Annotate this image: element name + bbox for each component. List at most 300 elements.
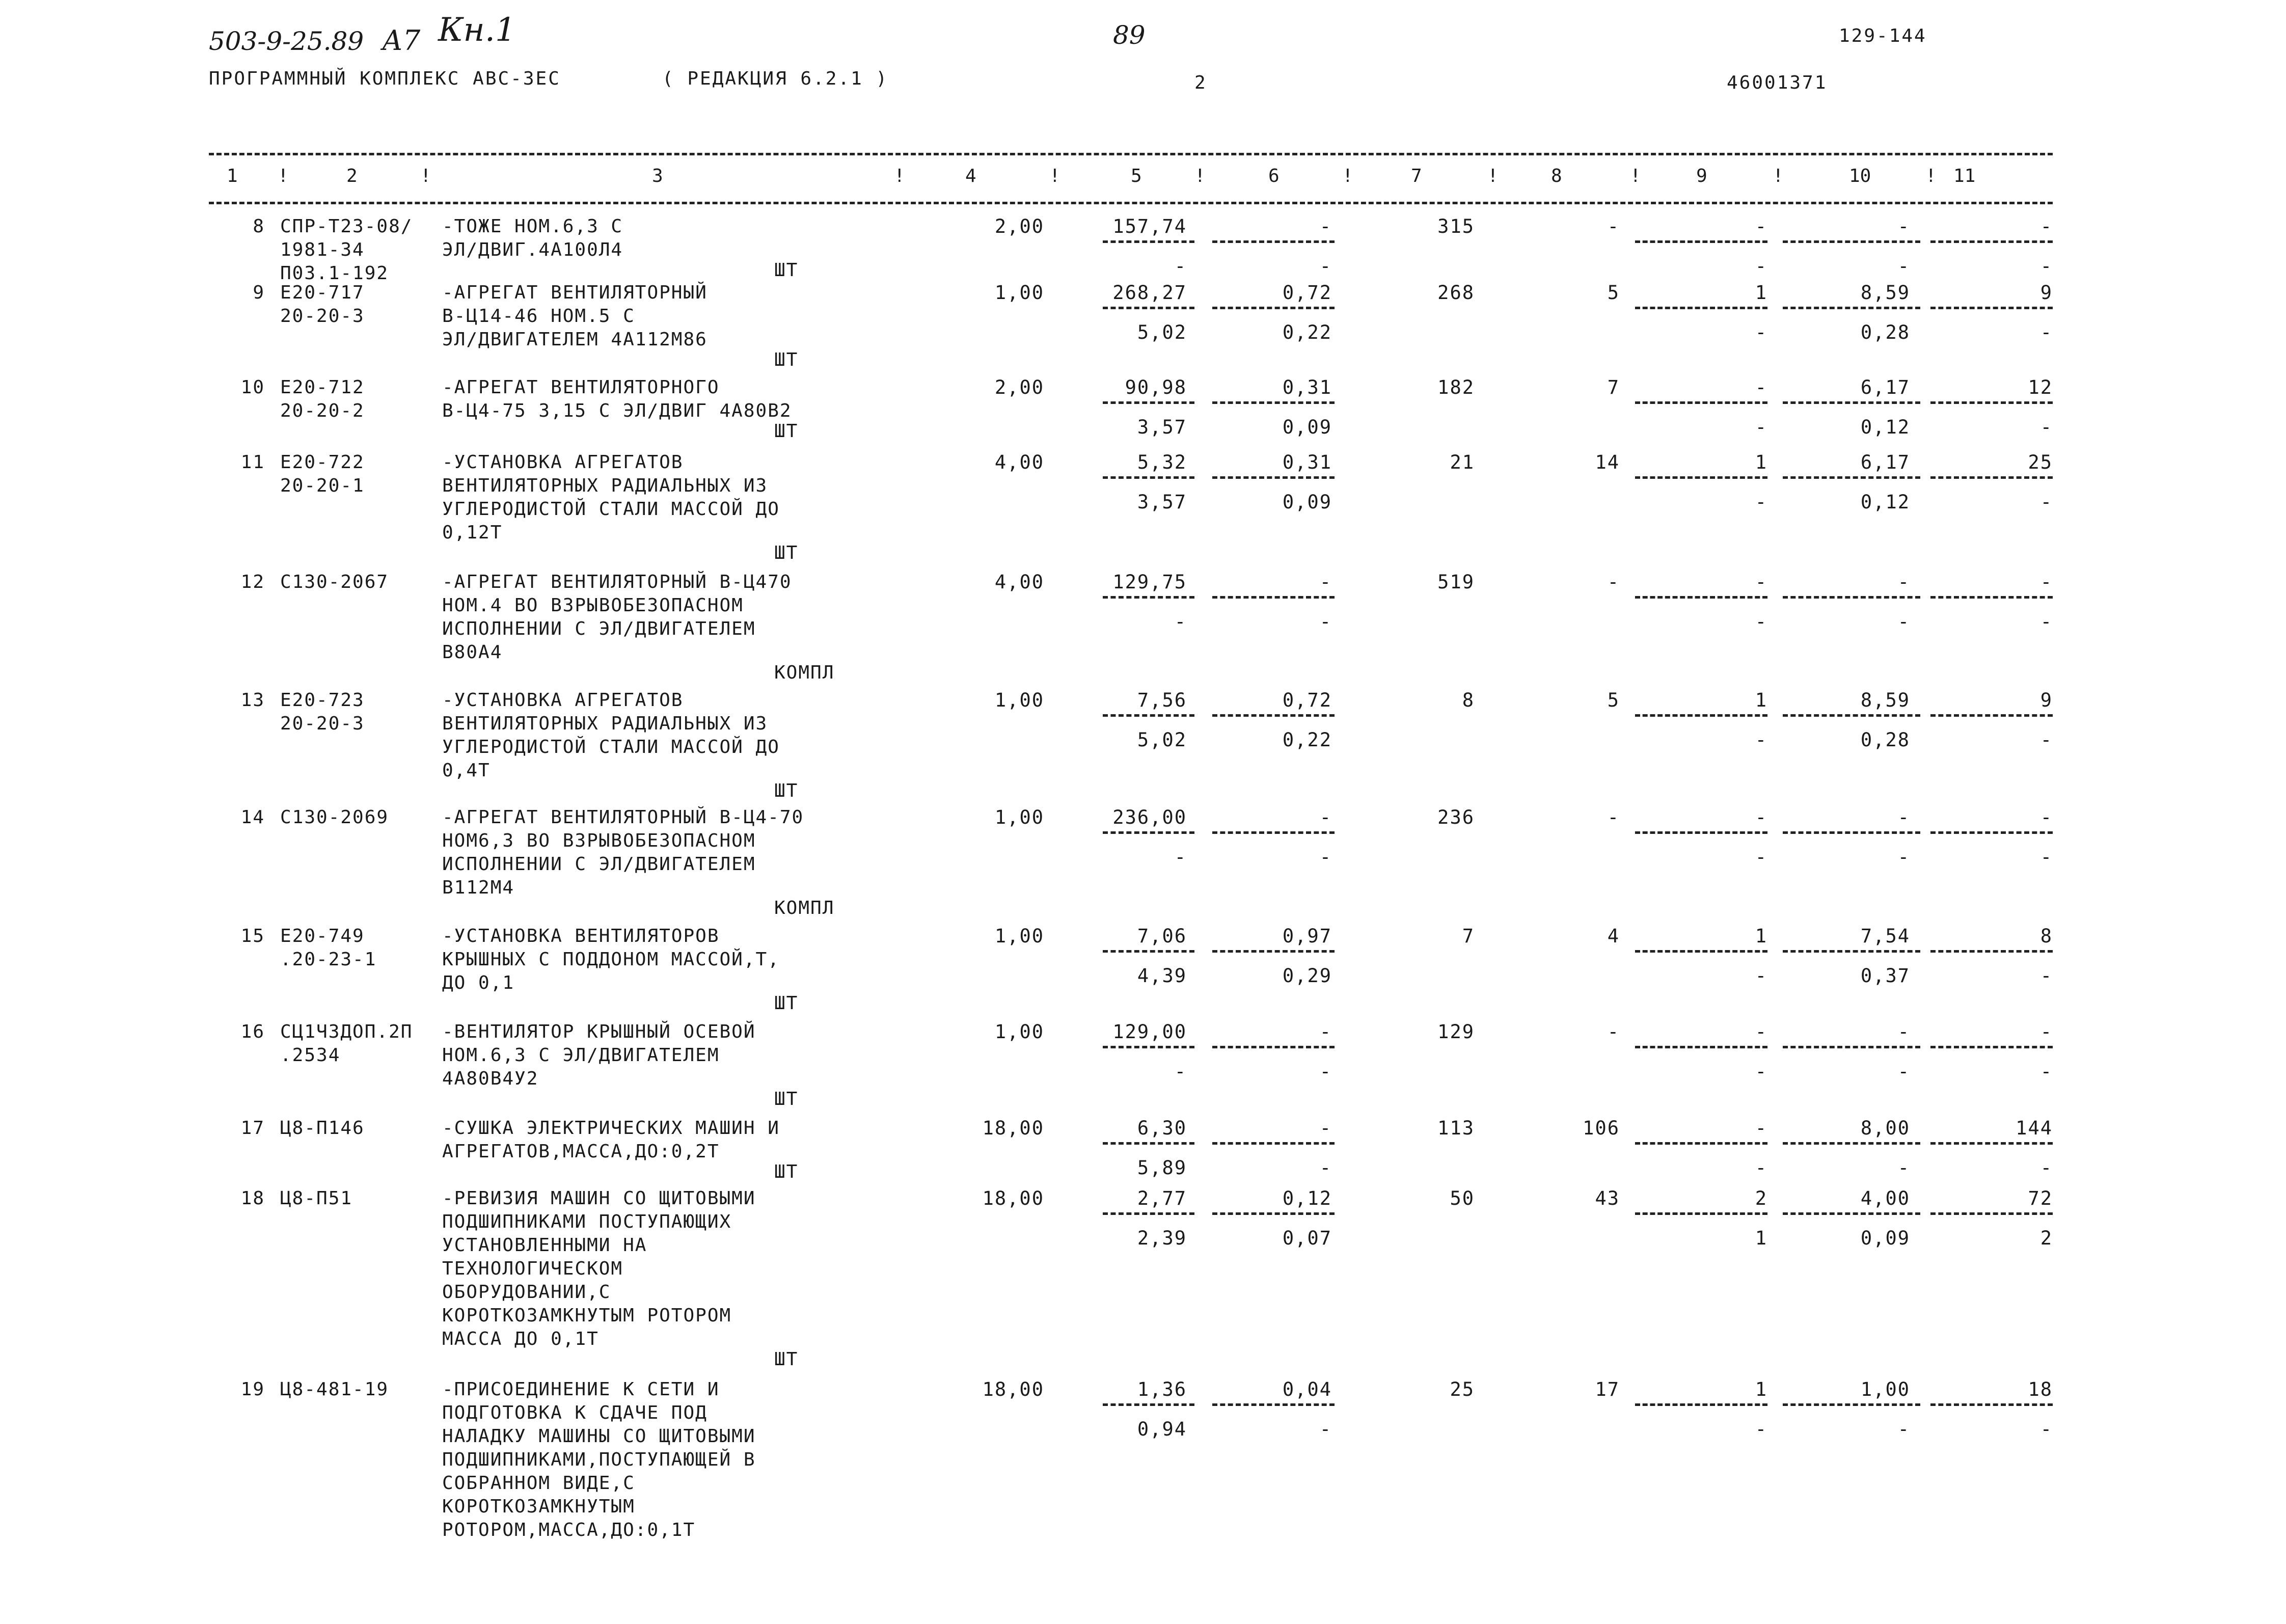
row-number: 17 <box>240 1118 265 1139</box>
c9-upper: - <box>1755 571 1767 593</box>
row-number: 19 <box>240 1379 265 1400</box>
fraction-rule <box>1930 714 2053 717</box>
col8-value: 5 <box>1607 282 1620 304</box>
fraction-rule <box>1635 476 1767 479</box>
row-code: Е20-723 <box>280 690 365 711</box>
row-description: УГЛЕРОДИСТОЙ СТАЛИ МАССОЙ ДО <box>442 499 780 520</box>
c6-lower: 0,07 <box>1282 1227 1332 1249</box>
col7-value: 268 <box>1437 282 1475 304</box>
col7-value: 7 <box>1462 925 1475 947</box>
col7-value: 519 <box>1437 571 1475 593</box>
fraction-rule <box>1930 240 2053 243</box>
row-description: АГРЕГАТОВ,МАССА,ДО:0,2Т <box>442 1141 720 1162</box>
sheet-number: 2 <box>1194 72 1207 93</box>
row-number: 8 <box>253 216 265 237</box>
row-description: МАССА ДО 0,1Т <box>442 1329 599 1349</box>
col8-value: 5 <box>1607 689 1620 711</box>
col8-value: 43 <box>1595 1187 1620 1209</box>
row-description: ТЕХНОЛОГИЧЕСКОМ <box>442 1258 623 1279</box>
c11-lower: - <box>2040 965 2053 987</box>
row-description: В80А4 <box>442 642 503 663</box>
row-description: -РЕВИЗИЯ МАШИН СО ЩИТОВЫМИ <box>442 1188 756 1209</box>
c6-lower: - <box>1319 1061 1332 1082</box>
row-description: КРЫШНЫХ С ПОДДОНОМ МАССОЙ,Т, <box>442 949 780 970</box>
row-description: 4А80В4У2 <box>442 1068 539 1089</box>
c5-lower: 3,57 <box>1137 416 1187 438</box>
c10-lower: 0,12 <box>1860 491 1910 513</box>
fraction-rule <box>1930 1142 2053 1145</box>
fraction-rule <box>1212 831 1335 834</box>
c9-upper: 1 <box>1755 689 1767 711</box>
row-code: СЦ1Ч3ДОП.2П <box>280 1021 413 1042</box>
row-description: ИСПОЛНЕНИИ С ЭЛ/ДВИГАТЕЛЕМ <box>442 618 756 639</box>
fraction-rule <box>1212 1212 1335 1215</box>
row-code: П03.1-192 <box>280 263 389 284</box>
row-unit: ШТ <box>774 543 799 563</box>
col7-value: 129 <box>1437 1021 1475 1043</box>
fraction-rule <box>1783 401 1920 404</box>
handwritten-code: 503-9-25.89 <box>209 26 364 56</box>
fraction-rule <box>1635 596 1767 599</box>
column-header: 1 <box>227 166 238 186</box>
fraction-rule <box>1930 1403 2053 1406</box>
col7-value: 315 <box>1437 215 1475 237</box>
row-description: -ПРИСОЕДИНЕНИЕ К СЕТИ И <box>442 1379 720 1400</box>
fraction-rule <box>1212 307 1335 309</box>
c5-lower: 4,39 <box>1137 965 1187 987</box>
column-separator: ! <box>894 166 905 186</box>
row-unit: ШТ <box>774 1089 799 1109</box>
column-header: 7 <box>1411 166 1422 186</box>
c6-upper: 0,04 <box>1282 1378 1332 1400</box>
c5-upper: 129,75 <box>1112 571 1187 593</box>
c9-lower: - <box>1755 611 1767 633</box>
col7-value: 236 <box>1437 806 1475 828</box>
fraction-rule <box>1783 831 1920 834</box>
fraction-rule <box>1930 401 2053 404</box>
c5-lower: 3,57 <box>1137 491 1187 513</box>
c9-lower: - <box>1755 729 1767 751</box>
c9-upper: - <box>1755 1117 1767 1139</box>
row-description: ИСПОЛНЕНИИ С ЭЛ/ДВИГАТЕЛЕМ <box>442 854 756 875</box>
c11-upper: - <box>2040 571 2053 593</box>
row-unit: ШТ <box>774 1161 799 1182</box>
c9-lower: - <box>1755 255 1767 277</box>
row-description: 0,12Т <box>442 522 503 543</box>
c9-lower: - <box>1755 1418 1767 1440</box>
c5-lower: 0,94 <box>1137 1418 1187 1440</box>
handwritten-a: А7 <box>382 24 421 57</box>
fraction-rule <box>1103 1046 1194 1048</box>
fraction-rule <box>1103 476 1194 479</box>
column-separator: ! <box>420 166 431 186</box>
col7-value: 113 <box>1437 1117 1475 1139</box>
fraction-rule <box>1212 1046 1335 1048</box>
c6-lower: - <box>1319 611 1332 633</box>
fraction-rule <box>1783 1403 1920 1406</box>
fraction-rule <box>1103 401 1194 404</box>
fraction-rule <box>1103 307 1194 309</box>
row-description: -АГРЕГАТ ВЕНТИЛЯТОРНЫЙ В-Ц4-70 <box>442 807 804 828</box>
fraction-rule <box>1212 950 1335 953</box>
row-code: С130-2069 <box>280 807 389 828</box>
column-separator: ! <box>1194 166 1206 186</box>
c11-upper: 25 <box>2028 451 2053 473</box>
c11-lower: - <box>2040 846 2053 868</box>
c9-lower: 1 <box>1755 1227 1767 1249</box>
fraction-rule <box>1103 596 1194 599</box>
fraction-rule <box>1783 1142 1920 1145</box>
column-header: 4 <box>965 166 976 186</box>
c10-upper: 8,00 <box>1860 1117 1910 1139</box>
fraction-rule <box>1930 596 2053 599</box>
row-number: 11 <box>240 452 265 473</box>
c11-upper: - <box>2040 1021 2053 1043</box>
c10-upper: - <box>1897 215 1910 237</box>
c11-lower: - <box>2040 255 2053 277</box>
fraction-rule <box>1103 1142 1194 1145</box>
row-description: -УСТАНОВКА АГРЕГАТОВ <box>442 690 684 711</box>
row-description: -АГРЕГАТ ВЕНТИЛЯТОРНЫЙ <box>442 282 707 303</box>
c9-upper: 2 <box>1755 1187 1767 1209</box>
row-number: 9 <box>253 282 265 303</box>
qty-value: 4,00 <box>994 451 1044 473</box>
row-unit: КОМПЛ <box>774 898 835 918</box>
fraction-rule <box>1930 307 2053 309</box>
col8-value: - <box>1607 215 1620 237</box>
fraction-rule <box>1635 1046 1767 1048</box>
c11-upper: 144 <box>2016 1117 2053 1139</box>
c6-lower: 0,29 <box>1282 965 1332 987</box>
row-description: ЭЛ/ДВИГАТЕЛЕМ 4А112М86 <box>442 329 707 350</box>
row-number: 12 <box>240 572 265 592</box>
c9-upper: - <box>1755 376 1767 398</box>
fraction-rule <box>1635 401 1767 404</box>
fraction-rule <box>1930 1212 2053 1215</box>
col8-value: - <box>1607 1021 1620 1043</box>
c6-lower: 0,22 <box>1282 321 1332 343</box>
row-description: КОРОТКОЗАМКНУТЫМ РОТОРОМ <box>442 1305 732 1326</box>
fraction-rule <box>1212 1142 1335 1145</box>
row-description: -АГРЕГАТ ВЕНТИЛЯТОРНОГО <box>442 377 720 398</box>
col8-value: - <box>1607 571 1620 593</box>
c5-upper: 157,74 <box>1112 215 1187 237</box>
qty-value: 1,00 <box>994 806 1044 828</box>
c11-lower: - <box>2040 491 2053 513</box>
c6-upper: 0,12 <box>1282 1187 1332 1209</box>
c6-lower: - <box>1319 1418 1332 1440</box>
row-code: 1981-34 <box>280 239 365 260</box>
c6-lower: - <box>1319 255 1332 277</box>
c5-upper: 7,06 <box>1137 925 1187 947</box>
c5-lower: 2,39 <box>1137 1227 1187 1249</box>
c11-lower: - <box>2040 1418 2053 1440</box>
c10-lower: - <box>1897 1157 1910 1179</box>
c6-upper: - <box>1319 215 1332 237</box>
c6-upper: - <box>1319 806 1332 828</box>
c11-lower: 2 <box>2040 1227 2053 1249</box>
fraction-rule <box>1103 1403 1194 1406</box>
c10-lower: - <box>1897 1061 1910 1082</box>
c6-upper: - <box>1319 1021 1332 1043</box>
row-description: НОМ.4 ВО ВЗРЫВОБЕЗОПАСНОМ <box>442 595 744 616</box>
fraction-rule <box>1635 831 1767 834</box>
c11-upper: - <box>2040 215 2053 237</box>
c10-lower: - <box>1897 611 1910 633</box>
fraction-rule <box>1212 401 1335 404</box>
c9-lower: - <box>1755 321 1767 343</box>
row-code: СПР-Т23-08/ <box>280 216 413 237</box>
row-description: ПОДГОТОВКА К СДАЧЕ ПОД <box>442 1402 707 1423</box>
c6-lower: - <box>1319 846 1332 868</box>
qty-value: 1,00 <box>994 925 1044 947</box>
qty-value: 1,00 <box>994 1021 1044 1043</box>
fraction-rule <box>1635 1142 1767 1145</box>
col8-value: 14 <box>1595 451 1620 473</box>
row-unit: ШТ <box>774 1349 799 1370</box>
row-code: .2534 <box>280 1045 341 1066</box>
fraction-rule <box>1783 307 1920 309</box>
row-code: Е20-712 <box>280 377 365 398</box>
fraction-rule <box>1103 714 1194 717</box>
fraction-rule <box>1930 1046 2053 1048</box>
c11-lower: - <box>2040 321 2053 343</box>
column-header: 10 <box>1849 166 1871 186</box>
row-description: -СУШКА ЭЛЕКТРИЧЕСКИХ МАШИН И <box>442 1118 780 1139</box>
col8-value: 7 <box>1607 376 1620 398</box>
fraction-rule <box>1103 950 1194 953</box>
c10-lower: - <box>1897 255 1910 277</box>
page-range: 129-144 <box>1839 25 1927 46</box>
c11-lower: - <box>2040 1061 2053 1082</box>
row-description: ДО 0,1 <box>442 972 515 993</box>
fraction-rule <box>1212 476 1335 479</box>
c9-lower: - <box>1755 491 1767 513</box>
page-number: 89 <box>1113 20 1146 50</box>
col8-value: 17 <box>1595 1378 1620 1400</box>
fraction-rule <box>1212 596 1335 599</box>
qty-value: 18,00 <box>982 1378 1044 1400</box>
edition: ( РЕДАКЦИЯ 6.2.1 ) <box>662 68 889 89</box>
qty-value: 4,00 <box>994 571 1044 593</box>
c9-lower: - <box>1755 965 1767 987</box>
qty-value: 1,00 <box>994 282 1044 304</box>
row-description: ОБОРУДОВАНИИ,С <box>442 1282 611 1303</box>
column-header: 8 <box>1551 166 1562 186</box>
row-code: Ц8-П51 <box>280 1188 353 1209</box>
fraction-rule <box>1635 240 1767 243</box>
fraction-rule <box>1783 1046 1920 1048</box>
c11-upper: 12 <box>2028 376 2053 398</box>
table-top-rule <box>209 153 2053 155</box>
c10-upper: - <box>1897 806 1910 828</box>
c5-upper: 6,30 <box>1137 1117 1187 1139</box>
fraction-rule <box>1783 596 1920 599</box>
fraction-rule <box>1103 240 1194 243</box>
fraction-rule <box>1783 714 1920 717</box>
c10-upper: 6,17 <box>1860 376 1910 398</box>
qty-value: 2,00 <box>994 215 1044 237</box>
qty-value: 2,00 <box>994 376 1044 398</box>
c10-lower: - <box>1897 1418 1910 1440</box>
fraction-rule <box>1783 476 1920 479</box>
row-description: ВЕНТИЛЯТОРНЫХ РАДИАЛЬНЫХ ИЗ <box>442 713 768 734</box>
row-description: -ВЕНТИЛЯТОР КРЫШНЫЙ ОСЕВОЙ <box>442 1021 756 1042</box>
c10-upper: 8,59 <box>1860 689 1910 711</box>
c11-upper: 9 <box>2040 689 2053 711</box>
row-code: С130-2067 <box>280 572 389 592</box>
row-description: НОМ6,3 ВО ВЗРЫВОБЕЗОПАСНОМ <box>442 830 756 851</box>
column-header: 2 <box>346 166 358 186</box>
row-description: 0,4Т <box>442 760 491 781</box>
row-code: Е20-749 <box>280 926 365 946</box>
c11-upper: - <box>2040 806 2053 828</box>
c5-upper: 236,00 <box>1112 806 1187 828</box>
row-description: -ТОЖЕ НОМ.6,3 С <box>442 216 623 237</box>
c5-upper: 2,77 <box>1137 1187 1187 1209</box>
row-description: В112М4 <box>442 877 515 898</box>
row-description: ВЕНТИЛЯТОРНЫХ РАДИАЛЬНЫХ ИЗ <box>442 475 768 496</box>
c5-lower: 5,02 <box>1137 321 1187 343</box>
column-header: 11 <box>1953 166 1976 186</box>
row-description: -УСТАНОВКА ВЕНТИЛЯТОРОВ <box>442 926 720 946</box>
row-description: ПОДШИПНИКАМИ,ПОСТУПАЮЩЕЙ В <box>442 1449 756 1470</box>
c10-lower: 0,28 <box>1860 321 1910 343</box>
column-header: 9 <box>1696 166 1707 186</box>
column-separator: ! <box>1049 166 1060 186</box>
c10-upper: 1,00 <box>1860 1378 1910 1400</box>
col8-value: 4 <box>1607 925 1620 947</box>
row-code: 20-20-2 <box>280 400 365 421</box>
fraction-rule <box>1930 831 2053 834</box>
c6-upper: 0,31 <box>1282 376 1332 398</box>
row-description: В-Ц14-46 НОМ.5 С <box>442 306 635 327</box>
row-description: КОРОТКОЗАМКНУТЫМ <box>442 1496 635 1517</box>
c9-upper: 1 <box>1755 1378 1767 1400</box>
row-code: 20-20-1 <box>280 475 365 496</box>
c6-upper: 0,31 <box>1282 451 1332 473</box>
c5-upper: 1,36 <box>1137 1378 1187 1400</box>
column-separator: ! <box>1342 166 1353 186</box>
doc-number: 46001371 <box>1727 72 1828 93</box>
row-number: 18 <box>240 1188 265 1209</box>
qty-value: 1,00 <box>994 689 1044 711</box>
col8-value: 106 <box>1583 1117 1620 1139</box>
c10-lower: 0,28 <box>1860 729 1910 751</box>
column-separator: ! <box>1630 166 1641 186</box>
c6-lower: 0,09 <box>1282 416 1332 438</box>
col7-value: 8 <box>1462 689 1475 711</box>
col7-value: 25 <box>1450 1378 1475 1400</box>
row-description: НОМ.6,3 С ЭЛ/ДВИГАТЕЛЕМ <box>442 1045 720 1066</box>
fraction-rule <box>1635 1212 1767 1215</box>
fraction-rule <box>1103 1212 1194 1215</box>
c6-upper: 0,72 <box>1282 282 1332 304</box>
row-description: В-Ц4-75 3,15 С ЭЛ/ДВИГ 4А80В2 <box>442 400 792 421</box>
row-number: 15 <box>240 926 265 946</box>
row-unit: ШТ <box>774 349 799 370</box>
c6-upper: 0,72 <box>1282 689 1332 711</box>
col7-value: 182 <box>1437 376 1475 398</box>
qty-value: 18,00 <box>982 1187 1044 1209</box>
row-number: 10 <box>240 377 265 398</box>
c10-upper: 6,17 <box>1860 451 1910 473</box>
row-description: СОБРАННОМ ВИДЕ,С <box>442 1473 635 1494</box>
row-unit: ШТ <box>774 260 799 281</box>
program-line: ПРОГРАММНЫЙ КОМПЛЕКС АВС-3ЕС <box>209 68 561 89</box>
col7-value: 21 <box>1450 451 1475 473</box>
row-description: -УСТАНОВКА АГРЕГАТОВ <box>442 452 684 473</box>
c9-upper: 1 <box>1755 925 1767 947</box>
fraction-rule <box>1212 714 1335 717</box>
fraction-rule <box>1103 831 1194 834</box>
row-unit: ШТ <box>774 780 799 801</box>
column-separator: ! <box>1773 166 1784 186</box>
c5-upper: 90,98 <box>1125 376 1187 398</box>
c5-lower: 5,89 <box>1137 1157 1187 1179</box>
row-description: РОТОРОМ,МАССА,ДО:0,1Т <box>442 1520 696 1540</box>
c9-upper: 1 <box>1755 451 1767 473</box>
c10-upper: - <box>1897 571 1910 593</box>
handwritten-book: Кн.1 <box>438 11 516 49</box>
fraction-rule <box>1783 240 1920 243</box>
c10-upper: - <box>1897 1021 1910 1043</box>
row-number: 13 <box>240 690 265 711</box>
row-description: ПОДШИПНИКАМИ ПОСТУПАЮЩИХ <box>442 1211 732 1232</box>
c5-lower: - <box>1174 1061 1187 1082</box>
c10-lower: 0,09 <box>1860 1227 1910 1249</box>
qty-value: 18,00 <box>982 1117 1044 1139</box>
row-description: УСТАНОВЛЕННЫМИ НА <box>442 1235 647 1256</box>
c10-lower: 0,12 <box>1860 416 1910 438</box>
c10-lower: 0,37 <box>1860 965 1910 987</box>
c6-upper: - <box>1319 571 1332 593</box>
fraction-rule <box>1635 307 1767 309</box>
c5-lower: - <box>1174 611 1187 633</box>
fraction-rule <box>1212 240 1335 243</box>
c9-lower: - <box>1755 1061 1767 1082</box>
col8-value: - <box>1607 806 1620 828</box>
row-code: Ц8-П146 <box>280 1118 365 1139</box>
row-description: НАЛАДКУ МАШИНЫ СО ЩИТОВЫМИ <box>442 1426 756 1447</box>
c9-lower: - <box>1755 846 1767 868</box>
c5-upper: 268,27 <box>1112 282 1187 304</box>
column-header: 6 <box>1268 166 1280 186</box>
c11-upper: 18 <box>2028 1378 2053 1400</box>
c11-upper: 9 <box>2040 282 2053 304</box>
column-separator: ! <box>278 166 289 186</box>
fraction-rule <box>1635 714 1767 717</box>
row-description: УГЛЕРОДИСТОЙ СТАЛИ МАССОЙ ДО <box>442 737 780 757</box>
c9-upper: 1 <box>1755 282 1767 304</box>
c9-upper: - <box>1755 215 1767 237</box>
column-separator: ! <box>1925 166 1937 186</box>
c10-upper: 8,59 <box>1860 282 1910 304</box>
c11-lower: - <box>2040 416 2053 438</box>
c9-lower: - <box>1755 1157 1767 1179</box>
fraction-rule <box>1635 950 1767 953</box>
c11-upper: 8 <box>2040 925 2053 947</box>
column-header: 3 <box>652 166 663 186</box>
row-unit: ШТ <box>774 421 799 442</box>
fraction-rule <box>1930 950 2053 953</box>
fraction-rule <box>1783 1212 1920 1215</box>
row-unit: КОМПЛ <box>774 662 835 683</box>
c5-upper: 5,32 <box>1137 451 1187 473</box>
row-description: -АГРЕГАТ ВЕНТИЛЯТОРНЫЙ В-Ц470 <box>442 572 792 592</box>
c6-lower: 0,22 <box>1282 729 1332 751</box>
row-number: 16 <box>240 1021 265 1042</box>
